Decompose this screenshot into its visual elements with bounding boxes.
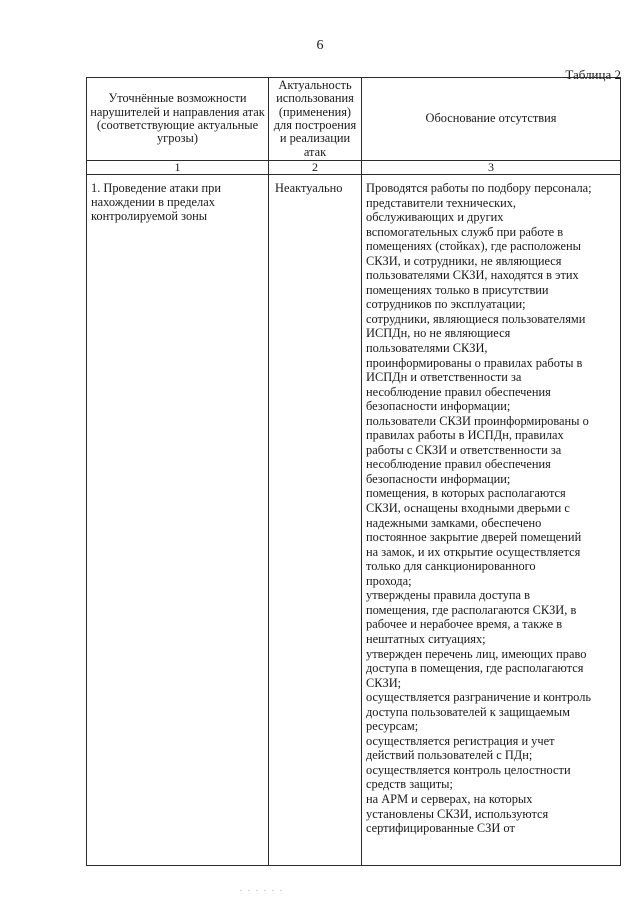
justification-line: обслуживающих и других (366, 210, 504, 225)
justification-line: доступа в помещения, где располагаются (366, 661, 584, 676)
justification-line: СКЗИ, и сотрудники, не являющиеся (366, 253, 562, 268)
justification-line: осуществляется разграничение и контроль (366, 690, 592, 705)
justification-line: вспомогательных служб при работе в (366, 224, 564, 239)
justification-line: помещения, где располагаются СКЗИ, в (366, 602, 577, 617)
justification-line: рабочее и нерабочее время, а также в (366, 617, 563, 632)
justification-line: прохода; (366, 573, 412, 588)
justification-line: Проводятся работы по подбору персонала; (366, 181, 592, 195)
justification-line: сотрудники, являющиеся пользователями (366, 311, 586, 326)
justification-line: осуществляется контроль целостности (366, 762, 571, 777)
header-actuality: Актуальность использования (применения) для построения и реализации атак (269, 78, 362, 161)
justification-line: помещениях (стойках), где расположены (366, 239, 581, 254)
justification-line: проинформированы о правилах работы в (366, 355, 583, 370)
justification-line: несоблюдение правил обеспечения (366, 457, 551, 472)
justification-line: постоянное закрытие дверей помещений (366, 530, 582, 545)
justification-line: надежными замками, обеспечено (366, 515, 542, 530)
justification-text (366, 181, 614, 836)
justification-line: доступа пользователей к защищаемым (366, 704, 570, 719)
header-capabilities: Уточнённые возможности нарушителей и направления атак (соответствующие актуальные угрозы) (87, 78, 269, 161)
column-number-3: 3 (362, 161, 621, 175)
justification-line: сотрудников по эксплуатации; (366, 297, 526, 312)
justification-line: сертифицированные СЗИ от (366, 821, 515, 836)
justification-line: нештатных ситуациях; (366, 631, 486, 646)
justification-line: только для санкционированного (366, 559, 536, 574)
table-caption: Таблица 2 (565, 67, 621, 82)
justification-line: ресурсам; (366, 719, 419, 734)
table-row (87, 175, 621, 866)
table-header-row (87, 78, 621, 161)
justification-line: пользователи СКЗИ проинформированы о (366, 413, 589, 428)
justification-line: пользователями СКЗИ, находятся в этих (366, 268, 579, 283)
justification-line: на АРМ и серверах, на которых (366, 791, 533, 806)
justification-cell (362, 175, 621, 866)
justification-line: осуществляется регистрация и учет (366, 733, 555, 748)
actuality-cell: Неактуально (269, 175, 362, 866)
threat-cell: 1. Проведение атаки при нахождении в пределах контролируемой зоны (87, 175, 269, 866)
justification-line: на замок, и их открытие осуществляется (366, 544, 581, 559)
threats-table (86, 77, 621, 866)
justification-line: помещения, в которых располагаются (366, 486, 566, 501)
justification-line: безопасности информации; (366, 399, 511, 414)
justification-line: ИСПДн, но не являющиеся (366, 326, 511, 341)
justification-line: СКЗИ, оснащены входными дверьми с (366, 501, 570, 516)
justification-line: ИСПДн и ответственности за (366, 370, 522, 385)
justification-line: действий пользователей с ПДн; (366, 748, 533, 763)
justification-line: СКЗИ; (366, 675, 402, 690)
justification-line: работы с СКЗИ и ответственности за (366, 442, 562, 457)
justification-line: средств защиты; (366, 777, 453, 792)
justification-line: утверждены правила доступа в (366, 588, 530, 603)
justification-line: правилах работы в ИСПДн, правилах (366, 428, 564, 443)
header-justification: Обоснование отсутствия (362, 78, 621, 161)
justification-line: несоблюдение правил обеспечения (366, 384, 551, 399)
scan-marks: . . . . . . (240, 884, 284, 893)
column-number-row (87, 161, 621, 175)
column-number-2: 2 (269, 161, 362, 175)
justification-line: утвержден перечень лиц, имеющих право (366, 646, 587, 661)
justification-line: пользователями СКЗИ, (366, 341, 488, 356)
justification-line: представители технических, (366, 195, 517, 210)
page-number: 6 (316, 38, 324, 53)
column-number-1: 1 (87, 161, 269, 175)
justification-line: помещениях только в присутствии (366, 282, 549, 297)
justification-line: установлены СКЗИ, используются (366, 806, 549, 821)
justification-line: безопасности информации; (366, 471, 511, 486)
